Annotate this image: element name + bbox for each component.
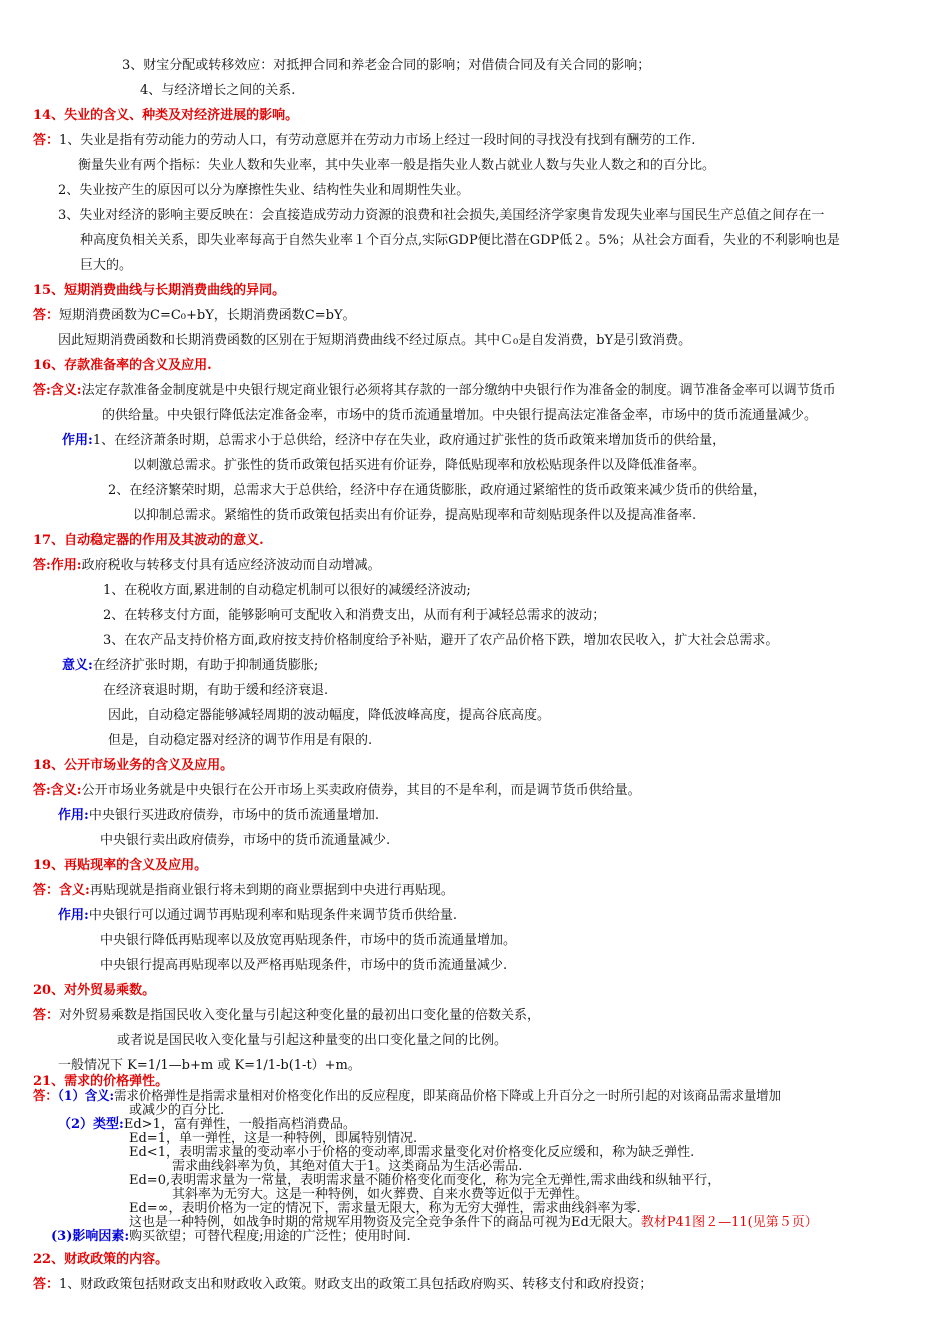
answer-21-types [58,1117,356,1132]
answer-22 [33,1276,652,1294]
answer-19-line-3: 中央银行降低再贴现率以及放宽再贴现条件，市场中的货币流通量增加。 [100,933,517,948]
question-19-title: 19、再贴现率的含义及应用。 [33,858,208,873]
answer-17-line-6: 在经济衰退时期，有助于缓和经济衰退. [103,683,329,698]
answer-17-line-2: 1、在税收方面,累进制的自动稳定机制可以很好的减缓经济波动; [103,583,471,598]
answer-17-line-7: 因此，自动稳定器能够减轻周期的波动幅度，降低波峰高度，提高谷底高度。 [108,708,551,723]
answer-16-line-5: 2、在经济繁荣时期，总需求大于总供给，经济中存在通货膨胀，政府通过紧缩性的货币政策来减少货币的供给量， [108,483,767,498]
question-20-title: 20、对外贸易乘数。 [33,983,156,998]
factors-label: (3)影响因素: [51,1229,130,1244]
answer-label: 答:含义: [33,383,82,398]
answer-20 [33,1007,540,1025]
answer-21-line-7: Ed=0,表明需求量为一常量，表明需求量不随价格变化而变化，称为完全无弹性,需求曲线和纵轴平行， [129,1173,721,1188]
answer-21-line-3: Ed>1，富有弹性，一般指高档消费品。 [123,1117,356,1132]
question-17-title: 17、自动稳定器的作用及其波动的意义. [33,533,264,548]
paragraph-growth-relation: 4、与经济增长之间的关系. [140,83,296,98]
answer-21-line-5: Ed<1，表明需求量的变动率小于价格的变动率,即需求量变化对价格变化反应缓和，称为缺乏弹性. [129,1145,695,1160]
answer-14-line-1: 1、失业是指有劳动能力的劳动人口，有劳动意愿并在劳动力市场上经过一段时间的寻找没有找到有酬劳的工作. [59,133,696,148]
answer-21-line-9: Ed=∞，表明价格为一定的情况下，需求量无限大，称为无穷大弹性，需求曲线斜率为零. [129,1201,641,1216]
answer-14-line-6: 巨大的。 [80,258,133,273]
answer-15-line-1: 短期消费函数为C=C₀+bY，长期消费函数C=bY。 [59,308,356,323]
types-label: （2）类型: [58,1117,124,1132]
answer-21-line-10 [129,1215,818,1230]
answer-21-line-1: 需求价格弹性是指需求量相对价格变化作出的反应程度，即某商品价格下降或上升百分之一时所引起的对该商品需求量增加 [114,1089,782,1104]
textbook-reference-note: 教材P41图２—11(见第５页） [640,1215,818,1230]
use-label: 作用: [58,908,89,923]
answer-17-line-3: 2、在转移支付方面，能够影响可支配收入和消费支出，从而有利于减轻总需求的波动； [103,608,606,623]
answer-16 [33,382,836,400]
question-18-title: 18、公开市场业务的含义及应用。 [33,758,234,773]
answer-19-line-2: 中央银行可以通过调节再贴现利率和贴现条件来调节货币供给量. [88,908,457,923]
answer-14-line-5: 种高度负相关关系，即失业率每高于自然失业率１个百分点,实际GDP便比潜在GDP低２。5%；从社会方面看，失业的不利影响也是 [80,233,840,248]
answer-17-meaning [62,657,318,675]
answer-21-line-6: 需求曲线斜率为负，其绝对值大于1。这类商品为生活必需品. [172,1159,523,1174]
answer-22-line-1: 1、财政政策包括财政支出和财政收入政策。财政支出的政策工具包括政府购买、转移支付和政府投资； [59,1277,653,1292]
answer-18-line-1: 公开市场业务就是中央银行在公开市场上买卖政府债券，其目的不是牟利，而是调节货币供给量。 [81,783,641,798]
answer-15 [33,307,356,325]
use-label: 作用: [62,433,93,448]
answer-label: 答：含义: [33,883,90,898]
answer-17-line-5: 在经济扩张时期，有助于抑制通货膨胀; [92,658,319,673]
use-label: 作用: [58,808,89,823]
answer-19-use [58,907,457,925]
meaning-label: （1）含义: [57,1089,115,1104]
question-15-title: 15、短期消费曲线与长期消费曲线的异同。 [33,283,286,298]
answer-14 [33,132,695,150]
answer-label: 答： [33,308,60,323]
answer-20-line-1: 对外贸易乘数是指国民收入变化量与引起这种变化量的最初出口变化量的倍数关系， [59,1008,541,1023]
answer-17-line-1: 政府税收与转移支付具有适应经济波动而自动增减。 [81,558,381,573]
answer-17 [33,557,381,575]
answer-21-line-8: 其斜率为无穷大。这是一种特例，如火葬费、自来水费等近似于无弹性。 [172,1187,589,1202]
answer-16-use [62,432,725,450]
answer-16-line-6: 以抑制总需求。紧缩性的货币政策包括卖出有价证券，提高贴现率和苛刻贴现条件以及提高准备率. [133,508,697,523]
meaning-label: 意义: [62,658,93,673]
answer-21-line-11: 购买欲望；可替代程度;用途的广泛性；使用时间. [129,1229,411,1244]
answer-19-line-4: 中央银行提高再贴现率以及严格再贴现条件，市场中的货币流通量减少. [100,958,508,973]
answer-18-use [58,807,379,825]
answer-label: 答： [33,1277,60,1292]
answer-17-line-4: 3、在农产品支持价格方面,政府按支持价格制度给予补贴，避开了农产品价格下跌，增加农民收入，扩大社会总需求。 [103,633,779,648]
answer-14-line-4: 3、失业对经济的影响主要反映在：会直接造成劳动力资源的浪费和社会损失,美国经济学家奥肯发现失业率与国民生产总值之间存在一 [58,208,825,223]
paragraph-wealth-effect: 3、财宝分配或转移效应：对抵押合同和养老金合同的影响；对借债合同及有关合同的影响； [122,58,651,73]
answer-21-line-4: Ed=1，单一弹性，这是一种特例，即属特别情况. [129,1131,418,1146]
answer-16-line-1: 法定存款准备金制度就是中央银行规定商业银行必须将其存款的一部分缴纳中央银行作为准备金的制度。调节准备金率可以调节货币 [81,383,836,398]
answer-label: 答： [33,1008,60,1023]
answer-14-line-3: 2、失业按产生的原因可以分为摩擦性失业、结构性失业和周期性失业。 [58,183,470,198]
answer-14-line-2: 衡量失业有两个指标：失业人数和失业率，其中失业率一般是指失业人数占就业人数与失业人数之和的百分比。 [78,158,716,173]
answer-19 [33,882,454,900]
answer-16-line-4: 以刺激总需求。扩张性的货币政策包括买进有价证券，降低贴现率和放松贴现条件以及降低准备率。 [133,458,706,473]
answer-18 [33,782,641,800]
answer-label: 答:作用: [33,558,82,573]
question-14-title: 14、失业的含义、种类及对经济进展的影响。 [33,108,299,123]
answer-20-line-2: 或者说是国民收入变化量与引起这种量变的出口变化量之间的比例。 [117,1033,508,1048]
answer-17-line-8: 但是，自动稳定器对经济的调节作用是有限的. [108,733,373,748]
answer-18-line-2: 中央银行买进政府债券，市场中的货币流通量增加. [88,808,379,823]
question-22-title: 22、财政政策的内容。 [33,1252,169,1267]
answer-15-line-2: 因此短期消费函数和长期消费函数的区别在于短期消费曲线不经过原点。其中Ｃ₀是自发消费，bY是引致消费。 [58,333,692,348]
question-16-title: 16、存款准备率的含义及应用. [33,358,212,373]
answer-16-line-3: 1、在经济萧条时期，总需求小于总供给，经济中存在失业，政府通过扩张性的货币政策来增加货币的供给量， [92,433,726,448]
answer-20-formula: 一般情况下 K=1/1—b+m 或 K=1/1-b(1-t）+m。 [58,1058,361,1073]
answer-label: 答： [33,1089,58,1104]
answer-19-line-1: 再贴现就是指商业银行将未到期的商业票据到中央进行再贴现。 [89,883,454,898]
answer-21-meaning [33,1089,781,1104]
answer-18-line-3: 中央银行卖出政府债券，市场中的货币流通量减少. [100,833,391,848]
answer-21-line-2: 或减少的百分比. [129,1103,225,1118]
answer-21-factors [51,1229,411,1244]
answer-21-line-10-text: 这也是一种特例，如战争时期的常规军用物资及完全竞争条件下的商品可视为Ed无限大。 [129,1215,641,1230]
question-21-title: 21、需求的价格弹性。 [33,1074,169,1089]
answer-16-line-2: 的供给量。中央银行降低法定准备金率，市场中的货币流通量增加。中央银行提高法定准备金率，市场中的货币流通量减少。 [102,408,818,423]
answer-label: 答:含义: [33,783,82,798]
answer-label: 答： [33,133,60,148]
